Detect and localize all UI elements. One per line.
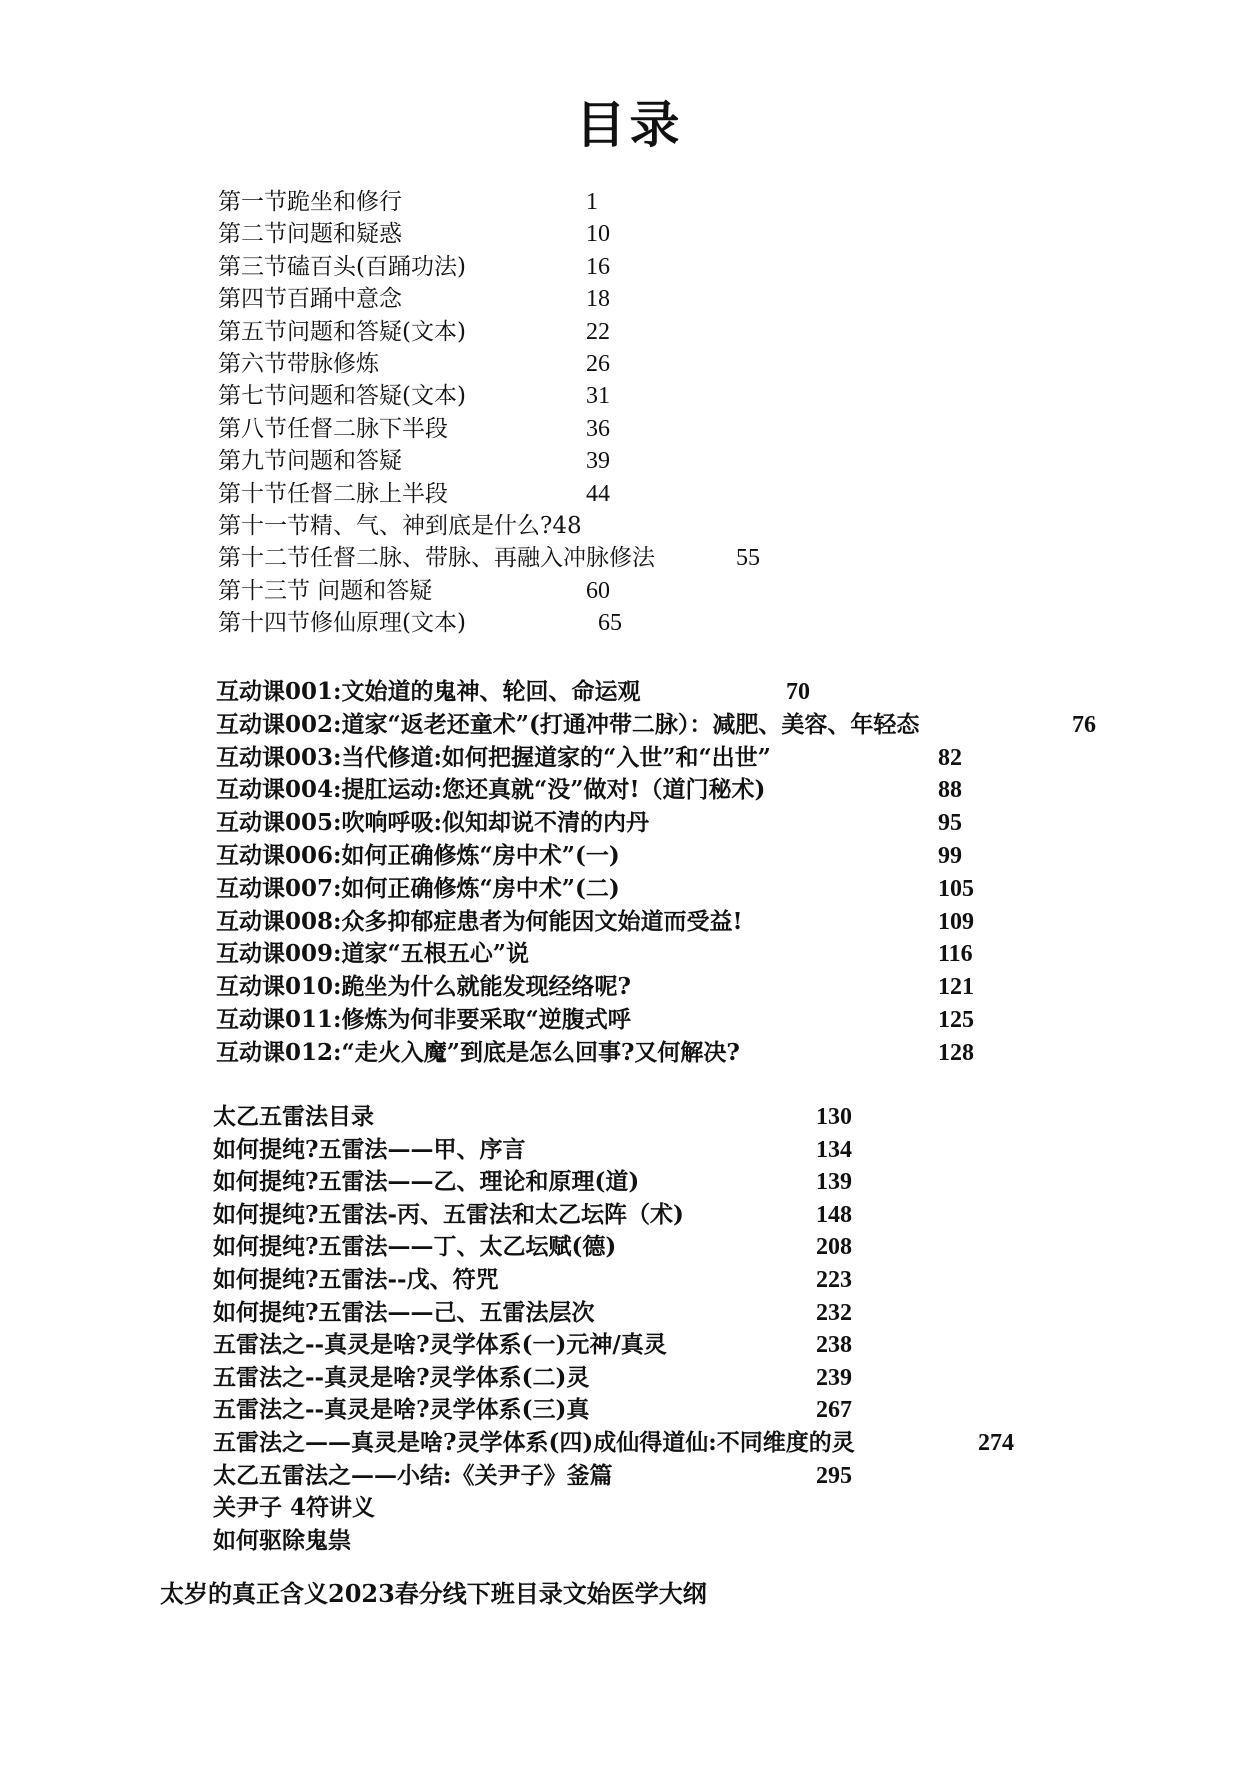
toc-entry-page-number: 128 <box>938 1039 974 1066</box>
toc-entry-title: 第十三节 问题和答疑 <box>218 577 433 604</box>
toc-entry <box>218 414 1219 444</box>
toc-entry-page-number: 105 <box>938 875 974 902</box>
toc-entry-page-number: 232 <box>816 1299 852 1326</box>
toc-entry-page-number: 1 <box>586 189 598 215</box>
toc-entry <box>218 381 1219 411</box>
toc-entry <box>213 1330 1219 1360</box>
toc-entry <box>213 1461 1219 1491</box>
toc-entry-title: 第七节问题和答疑(文本) <box>218 383 466 410</box>
toc-entry-page-number: 116 <box>938 941 973 968</box>
toc-entry <box>216 972 1219 1002</box>
toc-entry <box>216 1038 1219 1068</box>
toc-entry-page-number: 125 <box>938 1007 974 1033</box>
toc-entry-title: 互动课008:众多抑郁症患者为何能因文始道而受益! <box>216 907 743 935</box>
toc-entry-page-number: 76 <box>1072 711 1096 738</box>
toc-entry-title: 如何提纯?五雷法--戊、符咒 <box>213 1266 499 1293</box>
toc-entry <box>213 1102 1219 1132</box>
toc-entry-page-number: 109 <box>938 908 974 935</box>
toc-entry-title: 第二节问题和疑惑 <box>218 221 402 248</box>
toc-entry-title: 第十四节修仙原理(文本) <box>218 610 466 637</box>
toc-entry-page-number: 88 <box>938 777 962 804</box>
toc-entry-page-number: 18 <box>586 286 610 313</box>
toc-entry-page-number: 60 <box>586 577 610 604</box>
toc-entry-page-number: 82 <box>938 744 962 771</box>
toc-entry-title: 互动课001:文始道的鬼神、轮回、命运观 <box>216 678 641 705</box>
toc-entry <box>218 284 1219 314</box>
toc-entry <box>213 1395 1219 1425</box>
toc-entry-title: 第四节百踊中意念 <box>218 286 402 313</box>
toc-entry-title: 互动课012:“走火入魔”到底是怎么回事?又何解决? <box>216 1038 740 1066</box>
toc-entry <box>216 907 1219 937</box>
toc-entry-title: 五雷法之--真灵是啥?灵学体系(二)灵 <box>213 1363 590 1391</box>
toc-entry-page-number: 267 <box>816 1397 852 1424</box>
toc-entry <box>218 543 1219 573</box>
toc-entry <box>213 1167 1219 1197</box>
toc-entry-page-number: 16 <box>586 253 610 280</box>
toc-entry-page-number: 31 <box>586 383 610 410</box>
toc-entry <box>213 1232 1219 1262</box>
toc-entry-title: 如何提纯?五雷法——甲、序言 <box>213 1135 526 1163</box>
toc-entry-page-number: 295 <box>816 1462 852 1489</box>
toc-entry-page-number: 55 <box>736 545 760 572</box>
toc-entry <box>213 1526 1219 1556</box>
toc-entry-title: 互动课009:道家“五根五心”说 <box>216 940 529 968</box>
toc-entry-page-number: 121 <box>938 974 974 1001</box>
toc-footer-line: 太岁的真正含义2023春分线下班目录文始医学大纲 <box>160 1579 707 1608</box>
toc-entry-title: 太乙五雷法目录 <box>213 1103 374 1130</box>
toc-entry-title: 第十二节任督二脉、带脉、再融入冲脉修法 <box>218 545 655 572</box>
toc-entry <box>218 576 1219 606</box>
toc-entry-title: 第五节问题和答疑(文本) <box>218 318 466 345</box>
toc-entry-title: 五雷法之——真灵是啥?灵学体系(四)成仙得道仙:不同维度的灵 <box>213 1429 855 1456</box>
toc-entry <box>218 479 1219 509</box>
toc-entry <box>218 252 1219 282</box>
toc-entry-title: 互动课011:修炼为何非要采取“逆腹式呼 <box>216 1006 631 1033</box>
toc-entry <box>216 710 1219 740</box>
toc-entry <box>218 187 1219 217</box>
toc-entry <box>218 349 1219 379</box>
toc-entry-title: 如何提纯?五雷法——己、五雷法层次 <box>213 1298 595 1326</box>
toc-entry-page-number: 95 <box>938 810 962 837</box>
toc-entry <box>213 1428 1219 1458</box>
page-title: 目录 <box>575 95 684 154</box>
toc-entry-title: 第九节问题和答疑 <box>218 448 402 475</box>
toc-entry <box>216 1005 1219 1035</box>
toc-entry <box>218 511 1219 541</box>
toc-entry-title: 第三节磕百头(百踊功法) <box>218 253 466 280</box>
toc-entry <box>218 446 1219 476</box>
toc-entry-title: 互动课010:跪坐为什么就能发现经络呢? <box>216 973 631 1001</box>
toc-entry-page-number: 26 <box>586 351 610 377</box>
toc-entry <box>213 1200 1219 1230</box>
toc-entry <box>216 874 1219 904</box>
toc-entry <box>213 1135 1219 1165</box>
toc-entry-title: 如何提纯?五雷法——丁、太乙坛赋(德) <box>213 1233 617 1261</box>
toc-entry-title: 如何提纯?五雷法-丙、五雷法和太乙坛阵（术) <box>213 1200 684 1228</box>
toc-entry <box>218 608 1219 638</box>
toc-entry <box>216 841 1219 871</box>
toc-entry-page-number: 10 <box>586 221 610 248</box>
toc-entry-page-number: 148 <box>816 1201 852 1228</box>
toc-entry-title: 关尹子 4符讲义 <box>213 1494 376 1522</box>
toc-entry <box>213 1298 1219 1328</box>
toc-entry-page-number: 239 <box>816 1364 852 1391</box>
toc-entry-title: 互动课005:吹响呼吸:似知却说不清的内丹 <box>216 809 649 837</box>
toc-entry-page-number: 36 <box>586 415 610 442</box>
toc-entry-title: 互动课003:当代修道:如何把握道家的“入世”和“出世” <box>216 743 771 771</box>
toc-entry-page-number: 208 <box>816 1234 852 1261</box>
toc-entry <box>218 317 1219 347</box>
toc-entry <box>213 1363 1219 1393</box>
toc-entry-title: 互动课002:道家“返老还童术”(打通冲带二脉）：减肥、美容、年轻态 <box>216 710 920 738</box>
toc-entry-page-number: 65 <box>598 610 622 637</box>
toc-entry-page-number: 134 <box>816 1136 852 1163</box>
toc-entry-page-number: 274 <box>978 1430 1014 1456</box>
toc-entry-title: 如何驱除鬼祟 <box>213 1526 351 1554</box>
toc-entry-title: 第一节跪坐和修行 <box>218 189 402 215</box>
toc-entry-title: 互动课007:如何正确修炼“房中术”(二) <box>216 874 620 902</box>
toc-entry-page-number: 44 <box>586 480 610 507</box>
toc-entry <box>216 775 1219 805</box>
toc-entry-title: 第十一节精、气、神到底是什么?48 <box>218 513 582 539</box>
toc-entry <box>216 939 1219 969</box>
toc-entry-title: 五雷法之--真灵是啥?灵学体系(三)真 <box>213 1396 590 1424</box>
toc-entry <box>213 1265 1219 1295</box>
toc-entry-title: 五雷法之--真灵是啥?灵学体系(一)元神/真灵 <box>213 1331 667 1359</box>
toc-entry-title: 互动课006:如何正确修炼“房中术”(一) <box>216 842 620 869</box>
toc-entry <box>216 743 1219 773</box>
toc-entry-title: 第十节任督二脉上半段 <box>218 480 448 507</box>
toc-entry-title: 互动课004:提肛运动:您还真就“没”做对!（道门秘术) <box>216 776 766 804</box>
toc-entry-page-number: 70 <box>786 679 810 705</box>
toc-entry-page-number: 238 <box>816 1332 852 1359</box>
toc-entry-title: 太乙五雷法之——小结:《关尹子》釜篇 <box>213 1461 613 1489</box>
toc-entry-title: 第六节带脉修炼 <box>218 351 379 377</box>
toc-entry-title: 第八节任督二脉下半段 <box>218 415 448 442</box>
toc-entry <box>216 808 1219 838</box>
toc-entry-title: 如何提纯?五雷法——乙、理论和原理(道) <box>213 1168 640 1196</box>
toc-entry <box>213 1493 1219 1523</box>
toc-entry <box>218 219 1219 249</box>
toc-entry-page-number: 130 <box>816 1104 852 1130</box>
toc-entry-page-number: 22 <box>586 318 610 345</box>
toc-entry <box>216 677 1219 707</box>
toc-entry-page-number: 139 <box>816 1169 852 1196</box>
toc-entry-page-number: 223 <box>816 1267 852 1293</box>
toc-entry-page-number: 39 <box>586 448 610 475</box>
toc-entry-page-number: 99 <box>938 843 962 869</box>
